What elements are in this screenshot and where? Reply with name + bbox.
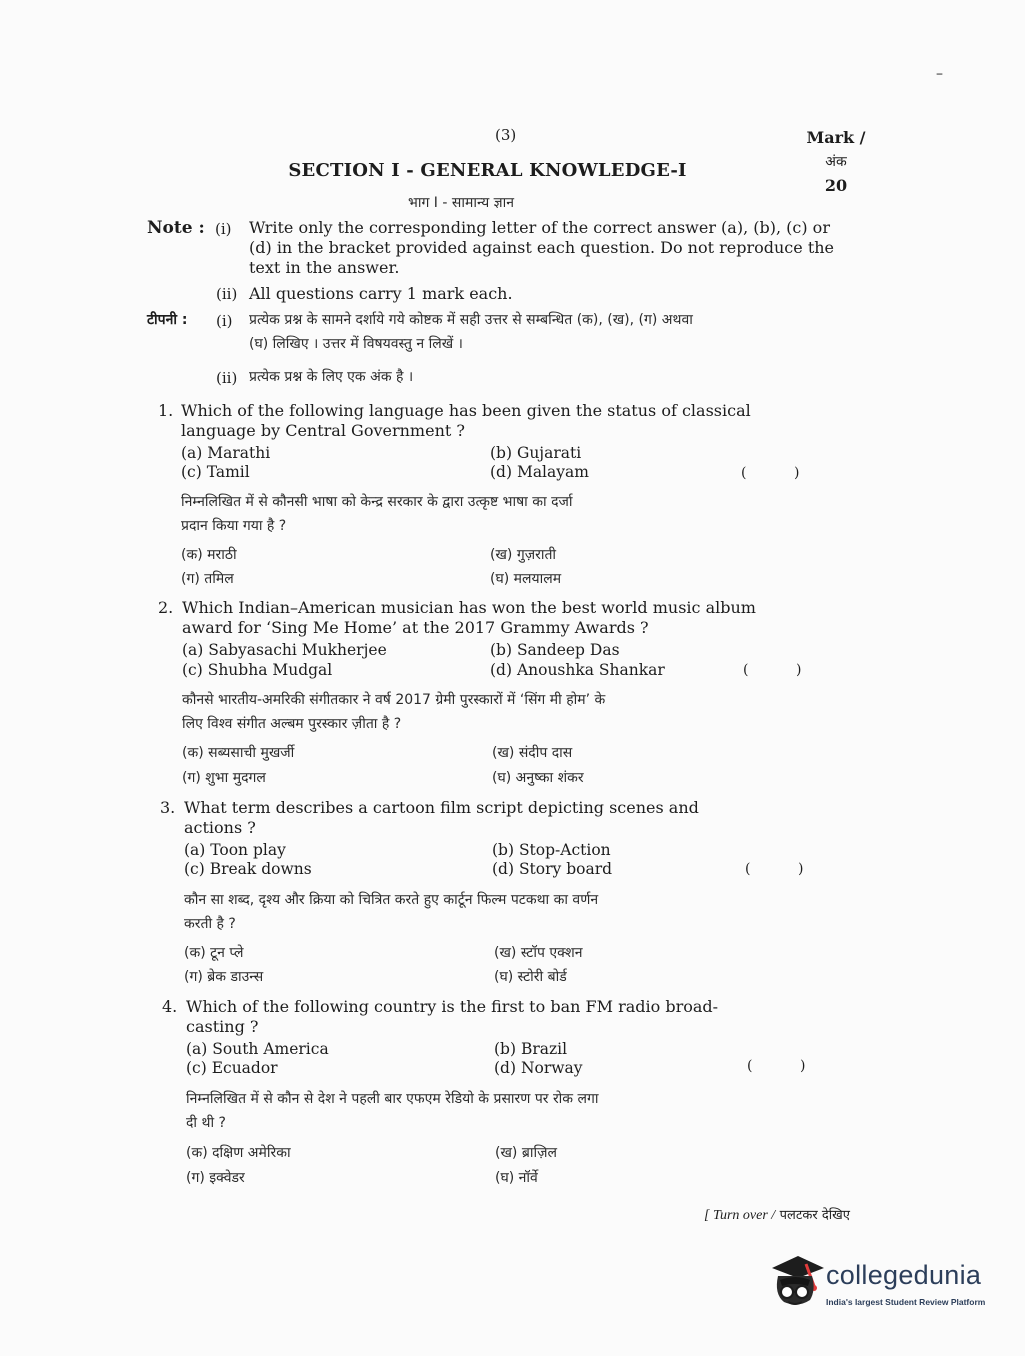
option-hindi: (ख) गुज़राती [490,547,557,563]
answer-bracket-open: ( [741,465,747,481]
question-number: 3. [160,798,176,817]
question-text-hindi: निम्नलिखित में से कौनसी भाषा को केन्द्र सरकार के द्वारा उत्कृष्ट भाषा का दर्जा प्रदान किया गया है ? [181,494,573,534]
option-hindi: (घ) अनुष्का शंकर [492,770,584,786]
note-label: Note : [147,218,205,238]
option-hindi: (ग) शुभा मुदगल [182,770,266,786]
question-text-hindi: कौनसे भारतीय-अमरिकी संगीतकार ने वर्ष 2017 ग्रेमी पुरस्कारों में ‘सिंग मी होम’ के लिए विश्व संगीत अल्बम पुरस्कार ज़ीता है ? [182,692,606,732]
note-item-num: (i) [215,220,232,238]
option-c: (c) Break downs [184,860,312,878]
question-text: Which Indian–American musician has won the best world music album award for ‘Sing Me Home’ at the 2017 Grammy Awards ? [182,598,756,637]
answer-bracket-open: ( [747,1058,753,1074]
option-a: (a) Toon play [184,841,286,859]
section-title-hindi: भाग I - सामान्य ज्ञान [408,195,515,211]
option-c: (c) Tamil [181,463,250,481]
answer-bracket-close: ) [794,465,800,481]
option-a: (a) Sabyasachi Mukherjee [182,641,387,659]
question-number: 1. [158,401,174,420]
option-hindi: (ख) स्टॉप एक्शन [494,945,583,961]
question-text: Which of the following country is the first to ban FM radio broad- casting ? [186,997,719,1036]
question-text-hindi: निम्नलिखित में से कौन से देश ने पहली बार एफएम रेडियो के प्रसारण पर रोक लगा दी थी ? [186,1091,599,1131]
option-d: (d) Norway [494,1059,583,1077]
option-hindi: (ग) इक्वेडर [186,1170,245,1186]
question-text: What term describes a cartoon film script depicting scenes and actions ? [184,798,699,837]
answer-bracket-close: ) [796,662,802,678]
question-number: 2. [158,598,174,617]
mark-value: 20 [824,176,848,195]
option-c: (c) Ecuador [186,1059,278,1077]
note-item-text: Write only the corresponding letter of the correct answer (a), (b), (c) or (d) in the bracket provided against each question. Do not reproduce the text in the answer. [249,218,835,277]
collegedunia-tagline: India's largest Student Review Platform [826,1297,986,1307]
mark-label-hi: अंक [825,154,847,170]
note-hindi-item-num: (i) [216,312,233,330]
answer-bracket-close: ) [798,861,804,877]
option-b: (b) Gujarati [490,444,582,462]
option-hindi: (ग) ब्रेक डाउन्स [184,969,264,985]
answer-bracket-close: ) [800,1058,806,1074]
note-item-num: (ii) [216,285,238,303]
option-hindi: (घ) मलयालम [490,571,562,587]
option-hindi: (घ) नॉर्वे [495,1170,538,1186]
option-hindi: (क) सब्यसाची मुखर्जी [182,745,295,761]
option-hindi: (क) मराठी [181,547,237,563]
section-title: SECTION I - GENERAL KNOWLEDGE-I [288,160,687,181]
option-a: (a) South America [186,1040,329,1058]
option-a: (a) Marathi [181,444,271,462]
page-number: (3) [495,126,517,144]
note-hindi-item-text: प्रत्येक प्रश्न के सामने दर्शाये गये कोष्टक में सही उत्तर से सम्बन्धित (क), (ख), (ग) अथवा (घ) लिखिए । उत्तर में विषयवस्तु न लिखें । [249,312,693,352]
note-label-hindi: टीपनी : [147,312,188,328]
question-text: Which of the following language has been given the status of classical language by Central Government ? [181,401,751,440]
answer-bracket-open: ( [745,861,751,877]
collegedunia-mascot-icon [766,1250,826,1310]
question-text-hindi: कौन सा शब्द, दृश्य और क्रिया को चित्रित करते हुए कार्टून फिल्म पटकथा का वर्णन करती है ? [184,892,599,932]
note-hindi-item-num: (ii) [216,369,238,387]
answer-bracket-open: ( [743,662,749,678]
option-b: (b) Stop-Action [492,841,611,859]
option-hindi: (घ) स्टोरी बोर्ड [494,969,567,985]
mark-label-en: Mark / [806,128,866,147]
turn-over-note: [ Turn over / पलटकर देखिए [704,1208,850,1223]
option-b: (b) Brazil [494,1040,568,1058]
option-d: (d) Anoushka Shankar [490,661,665,679]
option-hindi: (ख) संदीप दास [492,745,573,761]
note-hindi-item-text: प्रत्येक प्रश्न के लिए एक अंक है । [249,369,414,385]
option-d: (d) Malayam [490,463,589,481]
option-d: (d) Story board [492,860,613,878]
option-b: (b) Sandeep Das [490,641,620,659]
option-hindi: (ग) तमिल [181,571,234,587]
option-c: (c) Shubha Mudgal [182,661,333,679]
option-hindi: (ख) ब्राज़िल [495,1145,557,1161]
option-hindi: (क) दक्षिण अमेरिका [186,1145,291,1161]
corner-mark: – [936,66,943,82]
question-number: 4. [162,997,178,1016]
collegedunia-logo-text: collegedunia [826,1260,982,1290]
option-hindi: (क) टून प्ले [184,945,244,961]
note-item-text: All questions carry 1 mark each. [249,284,513,303]
